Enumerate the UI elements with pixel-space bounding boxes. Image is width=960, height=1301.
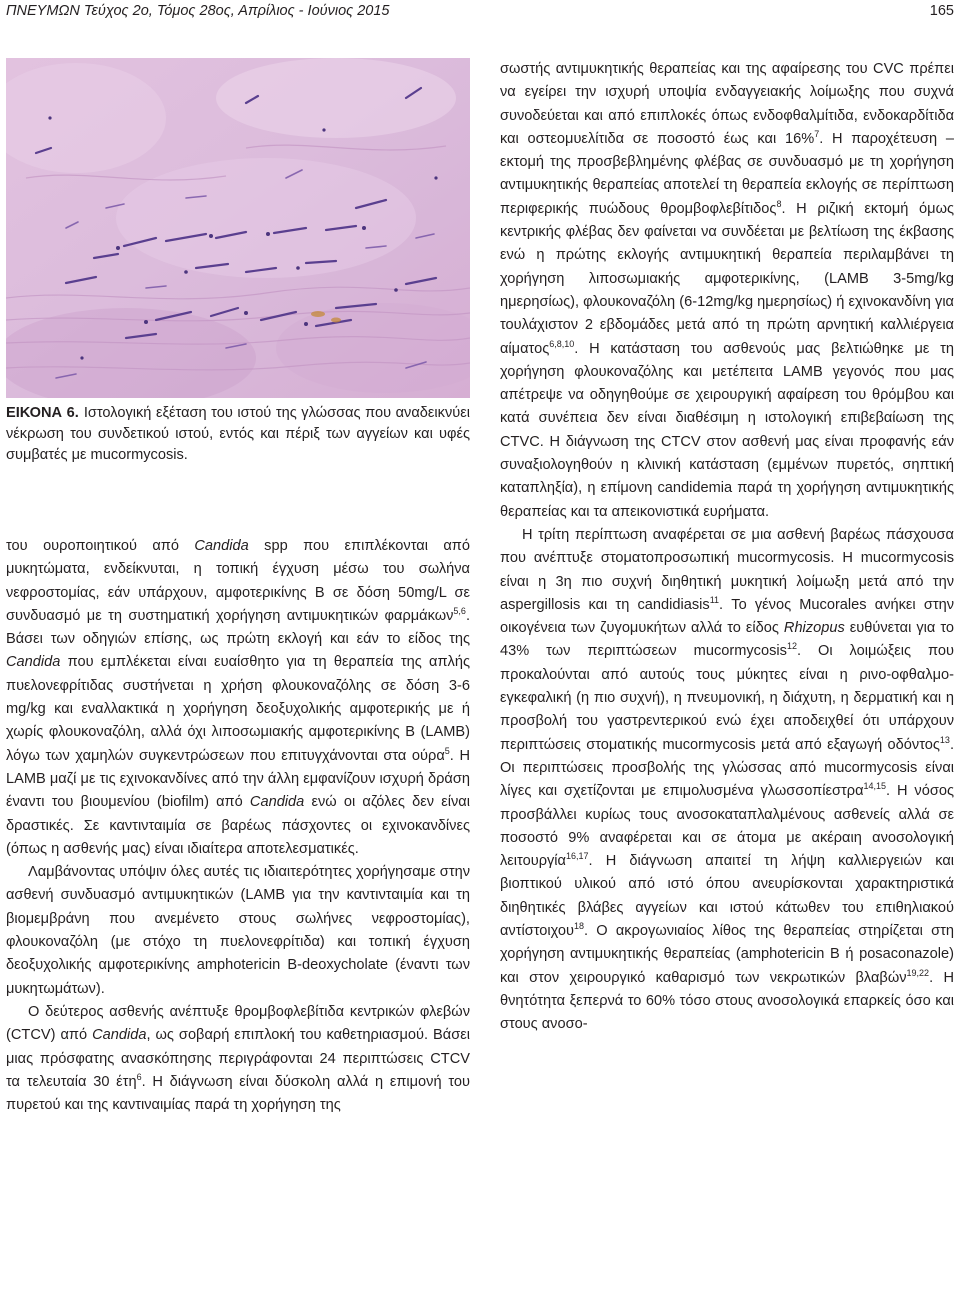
figure-caption-text: Ιστολογική εξέταση του ιστού της γλώσσας που αναδεικνύει νέκρωση του συνδετικού ιστού, εντός και πέριξ των αγγείων και υφές συμβατές με mucormycosis. bbox=[6, 405, 470, 463]
reference-superscript: 18 bbox=[574, 921, 585, 932]
italic-text: Candida bbox=[6, 654, 61, 671]
paragraph bbox=[500, 524, 954, 1037]
right-text-column bbox=[500, 58, 954, 1036]
reference-superscript: 6 bbox=[136, 1071, 142, 1082]
text-run: . Η ριζική εκτομή όμως κεντρικής φλέβας δεν φαίνεται να συνδέεται με βελτίωση της έκβασης ενώ η πρώτης εκλογής αντιμυκητική θεραπεία περιλαμβάνει τη χορήγηση λιποσωμιακής αμφοτερικίνης, (LAMB 3-5mg/kg ημερησίως), φλουκοναζόλη (6-12mg/kg ημερησίως) ή εχινοκανδίνη για τουλάχιστον 2 εβδομάδες μετά από τη πρώτη αρνητική καλλιέργεια αίματος bbox=[500, 200, 955, 357]
text-run: Λαμβάνοντας υπόψιν όλες αυτές τις ιδιαιτερότητες χορήγησαμε στην ασθενή συνδυασμό αντιμυκητικών (LAMB για την καντινταιμία και τη βιομεμβράνη που ανεμένετο στους σωλήνες νεφροστομίας), φλουκοναζόλη (με στόχο τη πυελονεφρίτιδα) και τοπική έγχυση δεοξυχολικής αμφοτερικίνης amphotericin B-deoxycholate (έναντι των μυκητωμάτων). bbox=[6, 864, 470, 997]
text-run: . Βάσει των οδηγιών επίσης, ως πρώτη εκλογή και εάν το είδος της bbox=[6, 607, 470, 648]
reference-superscript: 13 bbox=[939, 734, 950, 745]
reference-superscript: 12 bbox=[786, 641, 797, 652]
figure-label: ΕΙΚΟΝΑ 6. bbox=[6, 405, 79, 421]
reference-superscript: 5,6 bbox=[453, 606, 466, 617]
reference-superscript: 16,17 bbox=[565, 851, 589, 862]
text-run: . Η κατάσταση του ασθενούς μας βελτιώθηκε με τη χορήγηση φλουκοναζόλης και μετέπειτα LAMB γεγονός που μας απέτρεψε να οδηγηθούμε σε χειρουργική αφαίρεση του θρόμβου και κατά συνέπεια δεν είναι διαθέσιμη η ιστολογική επιβεβαίωση της CTVC. Η διάγνωση της CTCV στον ασθενή μας είναι προφανής εάν συναξιολογηθούν η κλινική κατάσταση (εμμένων πυρετός, σηπτική καταπληξία), η επίμονη candidemia παρά τη χορήγηση αντιμυκητικής θεραπείας και τα απεικονιστικά ευρήματα. bbox=[500, 340, 954, 520]
text-run: Ο δεύτερος ασθενής ανέπτυξε θρομβοφλεβίτιδα κεντρικών φλεβών (CTCV) από bbox=[6, 1003, 470, 1044]
italic-text: Candida bbox=[249, 794, 305, 811]
paragraph bbox=[6, 1001, 470, 1117]
histology-image bbox=[6, 58, 470, 398]
reference-superscript: 7 bbox=[814, 129, 820, 140]
paragraph bbox=[500, 58, 954, 524]
italic-text: Candida bbox=[92, 1027, 147, 1044]
reference-superscript: 8 bbox=[776, 198, 782, 209]
text-run: Η τρίτη περίπτωση αναφέρεται σε μια ασθενή βαρέως πάσχουσα που ανέπτυξε στοματοπροσωπική mucormycosis. Η mucormycosis είναι η 3η πιο συχνή διηθητική μυκητική λοίμωξη μετά από την aspergillosis και τη candidiasis bbox=[500, 526, 954, 613]
text-run: . Η διάγνωση είναι δύσκολη αλλά η επιμονή του πυρετού και της καντιναιμίας παρά τη χορήγηση της bbox=[6, 1073, 470, 1114]
text-run: ενώ οι αζόλες δεν είναι δραστικές. Σε καντινταιμία σε βαρέως πάσχοντες οι εχινοκανδίνες (όπως η ασθενής μας) είναι ιδιαίτερα αποτελεσματικές. bbox=[6, 794, 470, 857]
page-header bbox=[0, 0, 960, 24]
reference-superscript: 11 bbox=[709, 594, 720, 605]
text-run: σωστής αντιμυκητικής θεραπείας και της αφαίρεσης του CVC πρέπει να εγείρει την ισχυρή υποψία ενδαγγειακής λοίμωξης που συχνά συνοδεύεται και από επιπλοκές όπως ενδοφθαλμίτιδα, ενδοκαρδίτιδα και οστεομυελίτιδα σε ποσοστό έως και 16% bbox=[500, 61, 954, 147]
reference-superscript: 6,8,10 bbox=[549, 338, 575, 349]
text-run: . Οι λοιμώξεις που προκαλούνται από αυτούς τους μύκητες είναι η ρινο-οφθαλμο-εγκεφαλική (η πιο συχνή), η πνευμονική, η διάχυτη, η δερματική και η προσβολή του γαστρεντερικού ενώ έχει αποδειχθεί ότι υπάρχουν περιπτώσεις στοματικής mucormycosis μετά από εξαγωγή οδόντος bbox=[500, 643, 954, 753]
text-run: . Το γένος Mucorales ανήκει στην οικογένεια των ζυγομυκήτων αλλά το είδος bbox=[500, 596, 954, 637]
text-run: ευθύνεται για το 43% των περιπτώσεων mucormycosis bbox=[500, 620, 954, 660]
left-text-column bbox=[6, 535, 470, 1117]
italic-text: Candida bbox=[194, 538, 249, 554]
reference-superscript: 14,15 bbox=[863, 781, 887, 792]
text-run: . Οι περιπτώσεις προσβολής της γλώσσας από mucormycosis είναι λίγες και σχετίζονται με επιμολυσμένα γλωσσοπίεστρα bbox=[500, 736, 954, 800]
text-run: . Η νόσος προσβάλλει κυρίως τους ανοσοκαταπλαλμένους ασθενείς αλλά σε ποσοστό 9% αναφέρεται και σε άτομα με ακέραιη ανοσολογική λειτουργία bbox=[500, 783, 954, 870]
figure-caption bbox=[6, 403, 470, 466]
text-run: . Ο ακρογωνιαίος λίθος της θεραπείας στηρίζεται στη χορήγηση αντιμυκητικής θεραπείας (amphotericin B ή posaconazole) και στον χειρουργικό καθαρισμό των νεκρωτικών βλαβών bbox=[500, 922, 954, 986]
text-run: που εμπλέκεται είναι ευαίσθητο για τη θεραπεία της απλής πυελονεφρίτιδας συστήνεται η χρήση φλουκοναζόλης σε δόση 3-6 mg/kg και εναλλακτικά η χορήγηση δεοξυχολικής αμφοτερικής με ή χωρίς φλουκοναζόλη, αλλά όχι λιποσωμιακής αμφοτερικίνης Β (LAMB) λόγω των χαμηλών συγκεντρώσεων που επιτυγχάνονται στα ούρα bbox=[6, 654, 470, 764]
text-run: . Η LAMB μαζί με τις εχινοκανδίνες από την άλλη εμφανίζουν ισχυρή δράση έναντι του βιουμενίου (biofilm) από bbox=[6, 747, 471, 811]
reference-superscript: 19,22 bbox=[906, 967, 930, 978]
page-number: 165 bbox=[929, 3, 954, 19]
text-run: spp που επιπλέκονται από μυκητώματα, ενδείκνυται, η τοπική έγχυση μέσω του σωλήνα νεφροστομίας, εάν υπάρχουν, αμφοτερικίνης Β σε δόση 50mg/L σε συνδυασμό με τη συστηματική χορήγηση αντιμυκητικών φαρμάκων bbox=[6, 538, 470, 624]
reference-superscript: 5 bbox=[444, 745, 450, 756]
text-run: του ουροποιητικού από bbox=[6, 538, 195, 554]
paragraph bbox=[6, 535, 470, 861]
text-run: . Η παροχέτευση – εκτομή της προσβεβλημένης φλέβας σε συνδυασμό με τη χορήγηση αντιμυκητικής θεραπείας αποτελεί τη θεραπεία εκλογής σε περίπτωση περιφερικής πυώδους θρομβοφλεβίτιδος bbox=[500, 130, 954, 217]
histology-figure bbox=[6, 58, 470, 398]
text-run: , ως σοβαρή επιπλοκή του καθετηριασμού. Βάσει μιας πρόσφατης ανασκόπησης περιγράφονται 24 περιπτώσεις CTCV τα τελευταία 30 έτη bbox=[6, 1027, 470, 1090]
italic-text: Rhizopus bbox=[783, 620, 845, 637]
text-run: . Η θνητότητα ξεπερνά το 60% τόσο στους ανοσολογικά επαρκείς όσο και στους ανοσο- bbox=[500, 969, 954, 1033]
journal-title: ΠΝΕΥΜΩΝ Τεύχος 2ο, Τόμος 28ος, Απρίλιος - Ιούνιος 2015 bbox=[6, 3, 390, 19]
paragraph bbox=[6, 861, 470, 1001]
text-run: . Η διάγνωση απαιτεί τη λήψη καλλιεργειών και βιοπτικού υλικού από ιστό όπου ανευρίσκονται χαρακτηριστικά διηθητικές βλάβες αγγείων και ιστού κάτωθεν του επιθηλιακού αντίστοιχου bbox=[500, 853, 954, 939]
